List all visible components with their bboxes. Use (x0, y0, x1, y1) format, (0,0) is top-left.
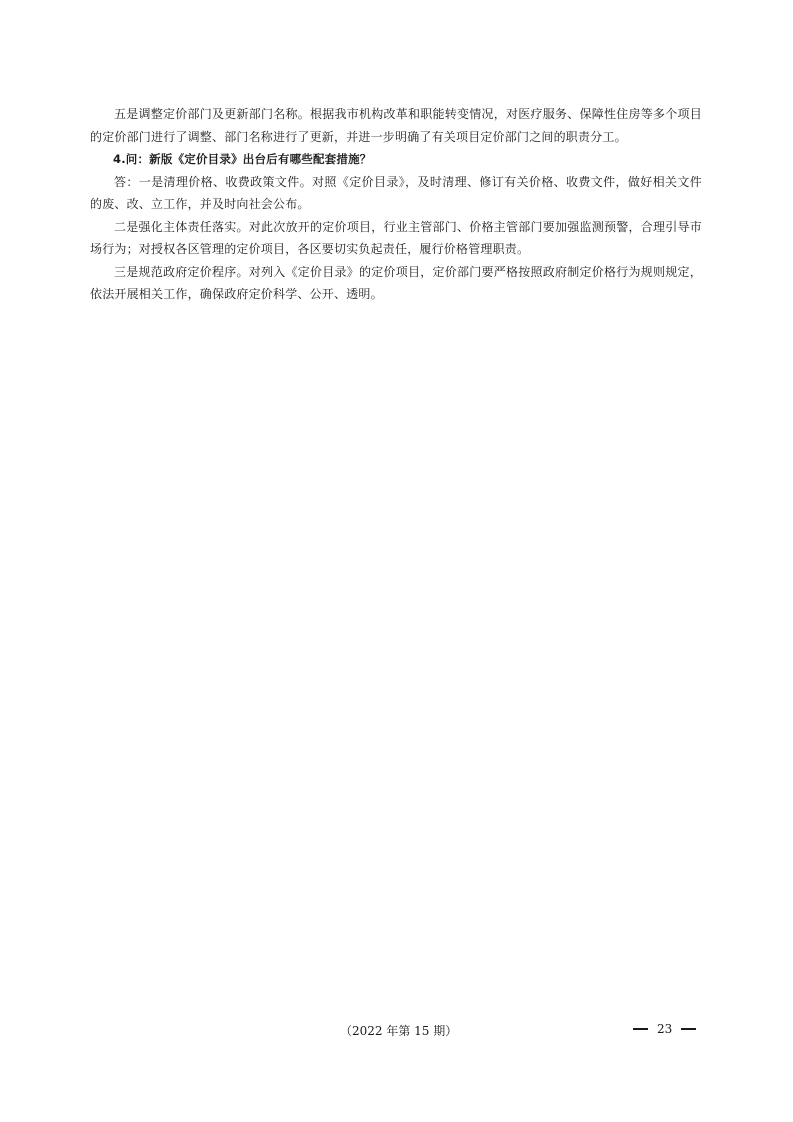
answer-paragraph-3: 三是规范政府定价程序。对列入《定价目录》的定价项目，定价部门要严格按照政府制定价格行为规则规定，依法开展相关工作，确保政府定价科学、公开、透明。 (90, 264, 702, 301)
page-dash-left (633, 1028, 648, 1030)
answer-paragraph-1: 答：一是清理价格、收费政策文件。对照《定价目录》，及时清理、修订有关价格、收费文件，做好相关文件的废、改、立工作，并及时向社会公布。 (90, 174, 702, 211)
paragraph-pricing-departments: 五是调整定价部门及更新部门名称。根据我市机构改革和职能转变情况，对医疗服务、保障性住房等多个项目的定价部门进行了调整、部门名称进行了更新，并进一步明确了有关项目定价部门之间的职责分工。 (90, 107, 702, 144)
document-body (90, 103, 702, 306)
answer-paragraph-2: 二是强化主体责任落实。对此次放开的定价项目，行业主管部门、价格主管部门要加强监测预警，合理引导市场行为；对授权各区管理的定价项目，各区要切实负起责任，履行价格管理职责。 (90, 219, 702, 256)
page-number: 23 (657, 1022, 673, 1036)
issue-label: （2022 年第 15 期） (340, 1024, 458, 1038)
page-dash-right (681, 1028, 696, 1030)
question-heading: 4.问：新版《定价目录》出台后有哪些配套措施？ (113, 152, 372, 166)
page-number-block (633, 1022, 696, 1036)
